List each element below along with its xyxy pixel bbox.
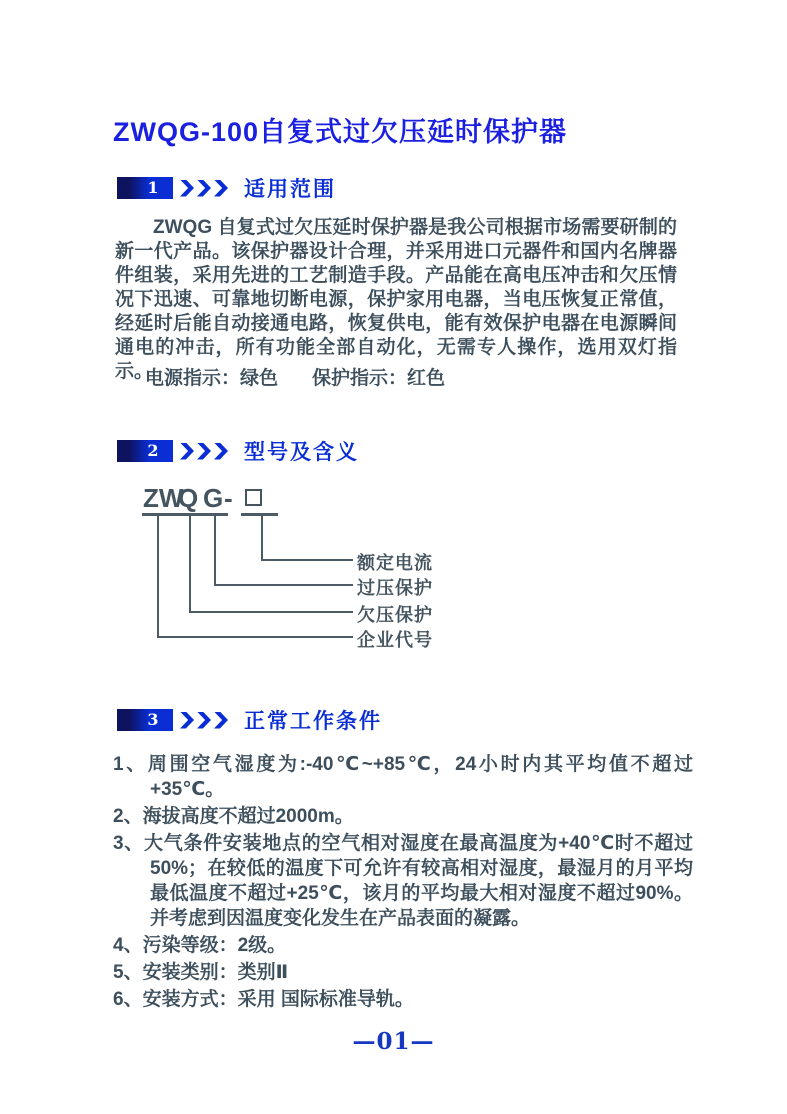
chevron-right-icon [180,180,194,197]
chevron-right-icon [197,443,211,460]
chevron-right-icon [214,712,228,729]
section-number-badge: 2 [117,440,173,462]
model-code-part: ZW [143,483,184,513]
section-header-conditions [117,708,382,732]
model-code-part: - [224,483,233,513]
model-code-part: Q [178,483,199,513]
section-number-badge: 1 [117,177,173,199]
chevron-right-icon [214,443,228,460]
condition-item: 4、污染等级：2级。 [113,935,287,956]
model-code-part: G [203,483,224,513]
model-label-enterprise-code: 企业代号 [357,630,433,650]
model-connector-lines [113,515,358,645]
protect-indicator-label: 保护指示：红色 [312,368,446,389]
conditions-list [113,752,693,1014]
model-label-overvoltage: 过压保护 [357,578,433,598]
condition-item: 2、海拔高度不超过2000m。 [113,806,354,827]
section-number-badge: 3 [117,709,173,731]
power-indicator-label: 电源指示：绿色 [145,368,279,389]
chevron-right-icon [180,443,194,460]
chevron-right-icons [180,180,231,197]
chevron-right-icon [197,180,211,197]
section-heading: 型号及含义 [244,441,359,464]
chevron-right-icons [180,443,231,460]
model-label-undervoltage: 欠压保护 [357,605,433,625]
model-code-placeholder-box [245,489,262,506]
condition-item: 3、大气条件安装地点的空气相对湿度在最高温度为+40℃时不超过50%；在较低的温度下可允许有较高相对湿度，最湿月的月平均最低温度不超过+25℃，该月的平均最大相对湿度不超过90%。并考虑到因温度变化发生在产品表面的凝露。 [113,833,693,929]
indicator-legend [145,363,445,390]
intro-paragraph: ZWQG 自复式过欠压延时保护器是我公司根据市场需要研制的新一代产品。该保护器设计合理，并采用进口元器件和国内名牌器件组装，采用先进的工艺制造手段。产品能在高电压冲击和欠压情况下迅速、可靠地切断电源，保护家用电器，当电压恢复正常值，经延时后能自动接通电路，恢复供电，能有效保护电器在电源瞬间通电的冲击，所有功能全部自动化，无需专人操作，选用双灯指示。 [115,217,677,382]
condition-item: 5、安装类别：类别Ⅱ [113,962,289,983]
page-title: ZWQG-100自复式过欠压延时保护器 [113,117,568,147]
model-label-rated-current: 额定电流 [357,553,433,573]
chevron-right-icon [214,180,228,197]
page-number: —01— [352,1028,435,1055]
section-header-scope [117,176,336,200]
chevron-right-icon [180,712,194,729]
condition-item: 1、周围空气湿度为:-40℃~+85℃，24小时内其平均值不超过+35℃。 [113,754,693,800]
chevron-right-icon [197,712,211,729]
section-header-model [117,439,359,463]
chevron-right-icons [180,712,231,729]
model-code-diagram [113,483,553,655]
section-heading: 正常工作条件 [244,710,382,733]
condition-item: 6、安装方式：采用 国际标准导轨。 [113,989,414,1010]
section-heading: 适用范围 [244,178,336,201]
